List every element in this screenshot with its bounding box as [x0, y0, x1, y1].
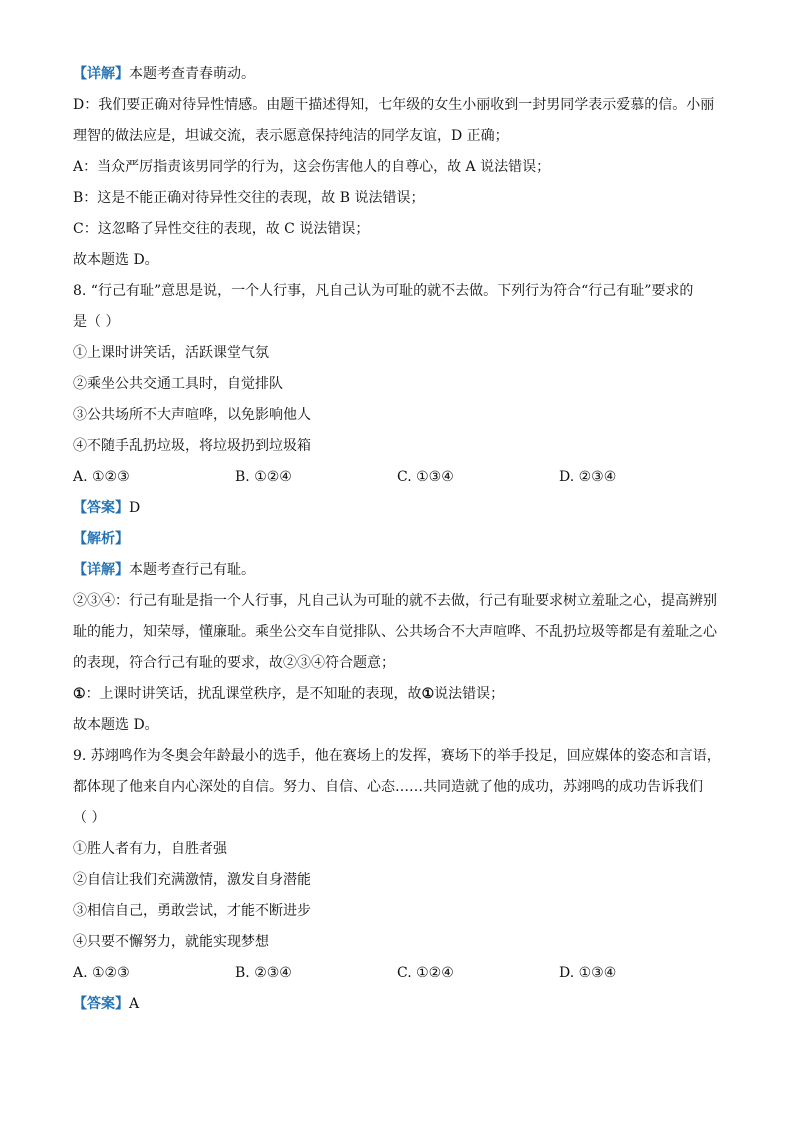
- q8-option-d: D. ②③④: [559, 469, 617, 485]
- q9-option-b: B. ②③④: [235, 965, 292, 981]
- document-content: [73, 64, 723, 1025]
- q9-item-2: ②自信让我们充满激情，激发自身潜能: [73, 872, 311, 888]
- q8-answer-line: [73, 498, 723, 519]
- q9-options: [73, 963, 723, 984]
- q8-item-1: ①上课时讲笑话，活跃课堂气氛: [73, 345, 269, 361]
- q8-explain-4: [73, 684, 723, 705]
- q9-stem-3: （ ）: [73, 810, 106, 826]
- circled-one: ①: [73, 686, 86, 702]
- answer-label: 【答案】: [73, 500, 129, 516]
- q9-stem-2: 都体现了他来自内心深处的自信。努力、自信、心态……共同造就了他的成功，苏翊鸣的成功告诉我们: [73, 779, 703, 795]
- analysis-label: 【解析】: [73, 531, 129, 547]
- q9-option-a: A. ①②③: [73, 965, 130, 981]
- explain-text: ：上课时讲笑话，扰乱课堂秩序，是不知耻的表现，故: [85, 686, 422, 702]
- circled-one: ①: [421, 686, 435, 702]
- q8-conclusion: 故本题选 D。: [73, 717, 159, 733]
- q9-option-d: D. ①③④: [559, 965, 617, 981]
- q8-option-b: B. ①②④: [235, 469, 292, 485]
- q8-item-3: ③公共场所不大声喧哗，以免影响他人: [73, 407, 311, 423]
- answer-value: D: [129, 500, 141, 516]
- q8-stem-1: 8. “行己有耻”意思是说，一个人行事，凡自己认为可耻的就不去做。下列行为符合“行己有耻”要求的: [73, 283, 694, 299]
- explain-text: 说法错误；: [434, 686, 505, 702]
- detail-text: 本题考查行己有耻。: [129, 562, 255, 578]
- q7-c-explain: C：这忽略了异性交往的表现，故 C 说法错误；: [73, 221, 370, 237]
- q8-analysis-line: [73, 529, 723, 550]
- q7-conclusion: 故本题选 D。: [73, 252, 159, 268]
- q9-stem-1: 9. 苏翊鸣作为冬奥会年龄最小的选手，他在赛场上的发挥，赛场下的举手投足，回应媒体的姿态和言语，: [73, 748, 721, 764]
- q8-explain-1: ②③④：行己有耻是指一个人行事，凡自己认为可耻的就不去做，行己有耻要求树立羞耻之心，提高辨别: [73, 593, 717, 609]
- q8-explain-2: 耻的能力，知荣辱，懂廉耻。乘坐公交车自觉排队、公共场合不大声喧哗、不乱扔垃圾等都是有羞耻之心: [73, 624, 717, 640]
- q9-item-4: ④只要不懈努力，就能实现梦想: [73, 934, 269, 950]
- q7-detail-line: [73, 64, 723, 85]
- answer-label: 【答案】: [73, 996, 129, 1012]
- answer-value: A: [129, 996, 140, 1012]
- q9-option-c: C. ①②④: [397, 965, 454, 981]
- q9-item-1: ①胜人者有力，自胜者强: [73, 841, 227, 857]
- q8-item-2: ②乘坐公共交通工具时，自觉排队: [73, 376, 283, 392]
- q8-detail-line: [73, 560, 723, 581]
- q7-a-explain: A：当众严厉指责该男同学的行为，这会伤害他人的自尊心，故 A 说法错误；: [73, 159, 551, 175]
- q8-explain-3: 的表现，符合行己有耻的要求，故②③④符合题意；: [73, 655, 395, 671]
- detail-label: 【详解】: [73, 66, 129, 82]
- q7-b-explain: B：这是不能正确对待异性交往的表现，故 B 说法错误；: [73, 190, 425, 206]
- q8-options: [73, 467, 723, 488]
- q7-d-explain-2: 理智的做法应是，坦诚交流，表示愿意保持纯洁的同学友谊，D 正确；: [73, 128, 509, 144]
- q8-stem-2: 是（ ）: [73, 314, 120, 330]
- q8-option-a: A. ①②③: [73, 469, 130, 485]
- q8-item-4: ④不随手乱扔垃圾，将垃圾扔到垃圾箱: [73, 438, 311, 454]
- q9-answer-line: [73, 994, 723, 1015]
- q8-option-c: C. ①③④: [397, 469, 454, 485]
- detail-label: 【详解】: [73, 562, 129, 578]
- detail-text: 本题考查青春萌动。: [129, 66, 255, 82]
- q7-d-explain-1: D：我们要正确对待异性情感。由题干描述得知，七年级的女生小丽收到一封男同学表示爱慕的信。小丽: [73, 97, 715, 113]
- q9-item-3: ③相信自己，勇敢尝试，才能不断进步: [73, 903, 311, 919]
